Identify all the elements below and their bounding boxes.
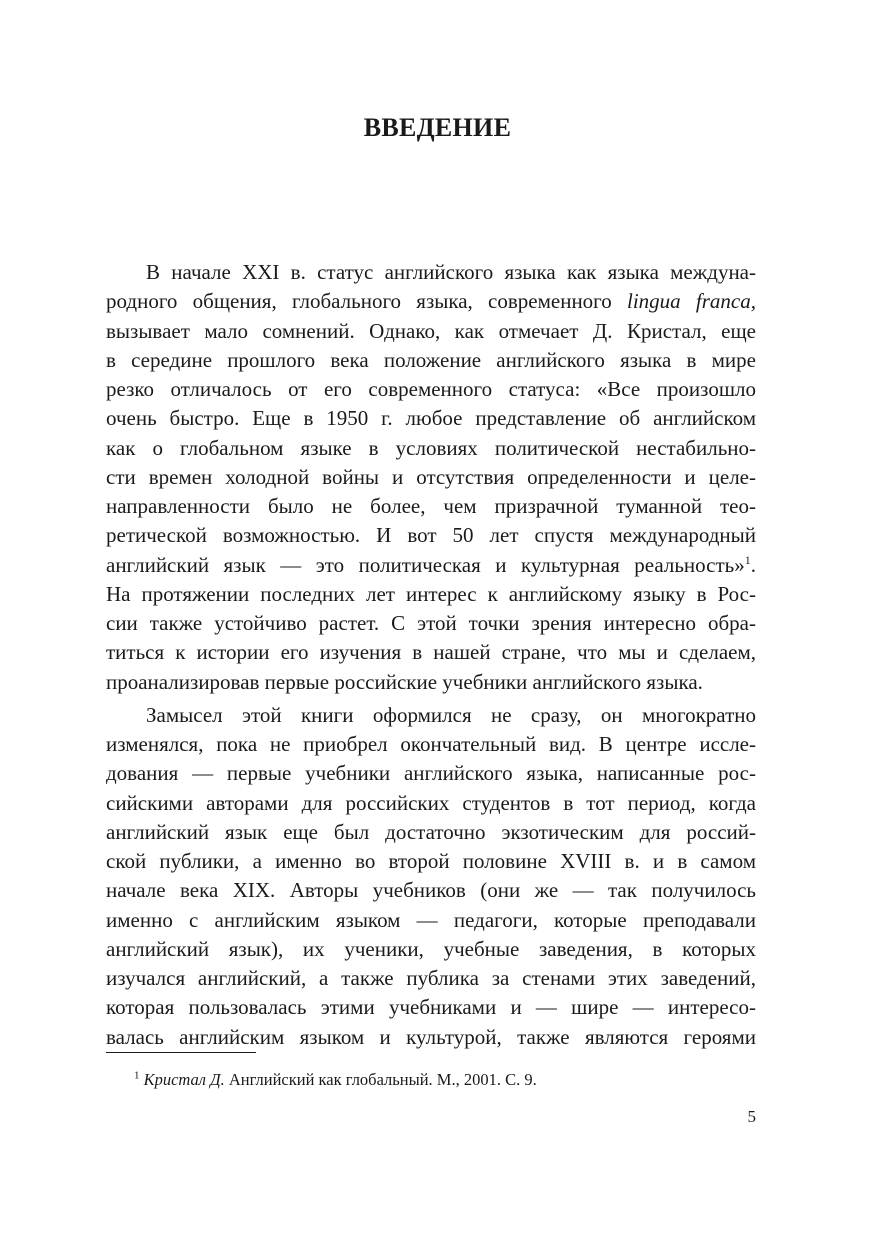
footnote-text: Английский как глобальный. М., 2001. С. 9. [224, 1070, 537, 1089]
text-line: ретической возможностью. И вот 50 лет спустя международный [106, 523, 756, 548]
text-line: проанализировав первые российские учебники английского языка. [106, 669, 703, 694]
text-line: родного общения, глобального языка, современного lingua franca, [106, 289, 756, 314]
text-line: В начале XXI в. статус английского языка как языка междуна- [146, 260, 756, 284]
footnote [134, 1069, 537, 1091]
text-line: сийскими авторами для российских студентов в тот период, когда [106, 790, 756, 815]
text-line: изучался английский, а также публика за стенами этих заведений, [106, 966, 756, 990]
text-line: английский язык еще был достаточно экзотическим для россий- [106, 819, 756, 844]
page-number: 5 [747, 1107, 756, 1126]
text-line: как о глобальном языке в условиях политической нестабильно- [106, 435, 756, 460]
text-line: валась английским языком и культурой, также являются героями [106, 1024, 756, 1049]
footnote-number: 1 [134, 1069, 140, 1082]
text-line: именно с английским языком — педагоги, которые преподавали [106, 907, 756, 932]
text-line: которая пользовалась этими учебниками и — шире — интересо- [106, 995, 756, 1020]
text-line: сии также устойчиво растет. С этой точки зрения интересно обра- [106, 611, 756, 635]
text-line: направленности было не более, чем призрачной туманной тео- [106, 494, 756, 518]
text-line: ской публики, а именно во второй половине XVIII в. и в самом [106, 849, 756, 873]
footnote-reference[interactable]: 1 [744, 552, 751, 567]
text-line: сти времен холодной войны и отсутствия определенности и целе- [106, 464, 756, 489]
body-text [106, 258, 756, 1052]
italic-term: lingua franca, [627, 289, 756, 314]
text-line: английский язык), их ученики, учебные заведения, в которых [106, 936, 756, 961]
footnote-author: Кристал Д. [143, 1070, 225, 1089]
text-line: очень быстро. Еще в 1950 г. любое представление об английском [106, 406, 756, 431]
text-line: изменялся, пока не приобрел окончательный вид. В центре иссле- [106, 732, 756, 756]
text-line: в середине прошлого века положение английского языка в мире [106, 347, 756, 372]
page-title: ВВЕДЕНИЕ [363, 113, 512, 142]
text-line: дования — первые учебники английского языка, написанные рос- [106, 761, 756, 786]
text-line: титься к истории его изучения в нашей стране, что мы и сделаем, [106, 640, 756, 665]
text-line: Замысел этой книги оформился не сразу, он многократно [146, 702, 756, 727]
text-line: вызывает мало сомнений. Однако, как отмечает Д. Кристал, еще [106, 318, 756, 343]
footnote-divider [106, 1052, 256, 1053]
text-line: резко отличалось от его современного статуса: «Все произошло [106, 377, 756, 401]
text-line: английский язык — это политическая и культурная реальность»$^1$. [106, 552, 756, 577]
text-line: На протяжении последних лет интерес к английскому языку в Рос- [106, 581, 756, 606]
text-line: начале века XIX. Авторы учебников (они же — так получилось [106, 878, 756, 903]
